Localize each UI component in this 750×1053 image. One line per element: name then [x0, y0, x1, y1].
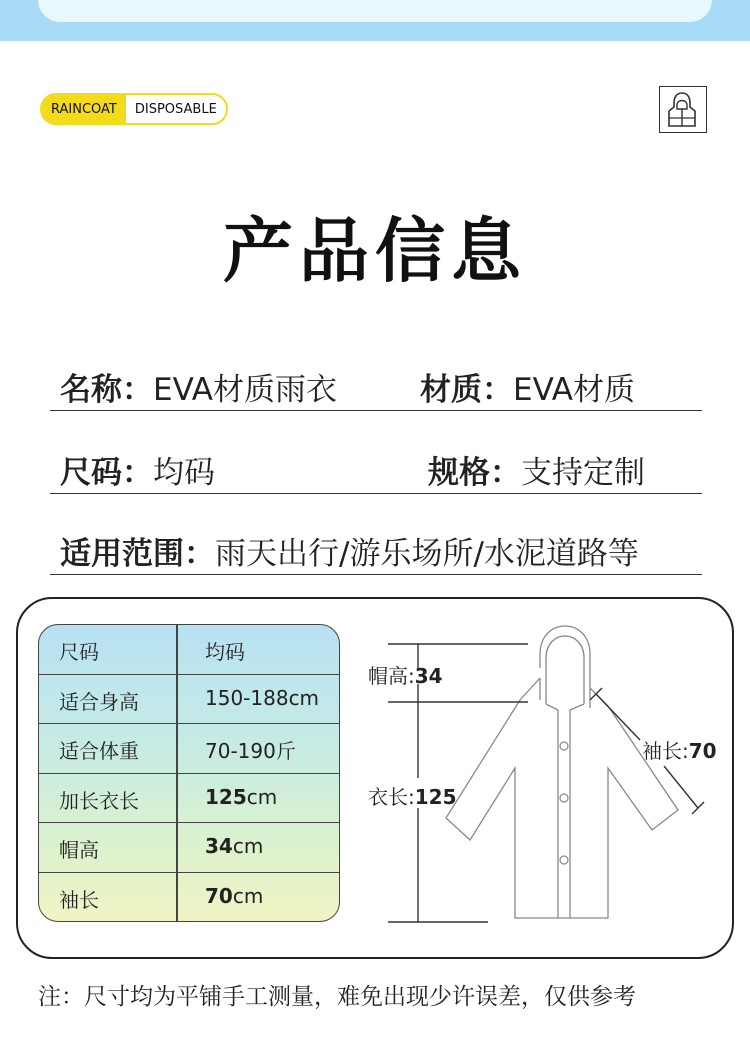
spec-value: 支持定制 — [521, 455, 645, 491]
table-cell-name: 尺码 — [59, 640, 99, 664]
coat-length-label: 衣长:125 — [368, 785, 457, 809]
size-table — [38, 624, 340, 922]
table-row — [39, 625, 339, 675]
hood-height-label: 帽高:34 — [368, 664, 443, 688]
product-badge — [40, 93, 228, 125]
info-row-scope — [50, 524, 702, 575]
table-cell-value: 均码 — [205, 640, 245, 664]
table-cell-name: 适合体重 — [59, 739, 139, 763]
spec-label: 规格： — [428, 455, 521, 491]
material-value: EVA材质 — [513, 372, 636, 408]
badge-raincoat: RAINCOAT — [42, 95, 126, 123]
measurement-note: 注：尺寸均为平铺手工测量，难免出现少许误差，仅供参考 — [38, 984, 636, 1010]
name-value: EVA材质雨衣 — [153, 372, 338, 408]
scope-value: 雨天出行/游乐场所/水泥道路等 — [215, 536, 639, 572]
table-cell-value: 70cm — [205, 883, 264, 908]
table-cell-value: 150-188cm — [205, 685, 320, 710]
size-label: 尺码： — [60, 455, 153, 491]
table-row — [39, 724, 339, 774]
table-row — [39, 774, 339, 824]
table-cell-name: 袖长 — [59, 887, 99, 912]
sleeve-length-label: 袖长:70 — [642, 739, 717, 763]
table-cell-value: 34cm — [205, 834, 264, 858]
table-cell-name: 适合身高 — [59, 689, 139, 714]
table-row — [39, 675, 339, 725]
top-banner-tab — [38, 0, 712, 22]
top-banner — [0, 0, 750, 41]
page-title: 产品信息 — [223, 210, 527, 292]
name-label: 名称： — [60, 372, 153, 408]
raincoat-diagram — [360, 618, 730, 938]
table-row — [39, 823, 339, 873]
size-value: 均码 — [153, 455, 215, 491]
info-row-name — [50, 360, 702, 411]
material-label: 材质： — [420, 372, 513, 408]
table-cell-name: 加长衣长 — [59, 788, 139, 813]
badge-disposable: DISPOSABLE — [126, 95, 226, 123]
table-cell-value: 70-190斤 — [205, 739, 296, 763]
table-cell-name: 帽高 — [59, 838, 99, 862]
table-row — [39, 873, 339, 923]
table-cell-value: 125cm — [205, 784, 278, 809]
scope-label: 适用范围： — [60, 536, 215, 572]
info-row-size — [50, 443, 702, 494]
raincoat-icon — [659, 86, 707, 133]
